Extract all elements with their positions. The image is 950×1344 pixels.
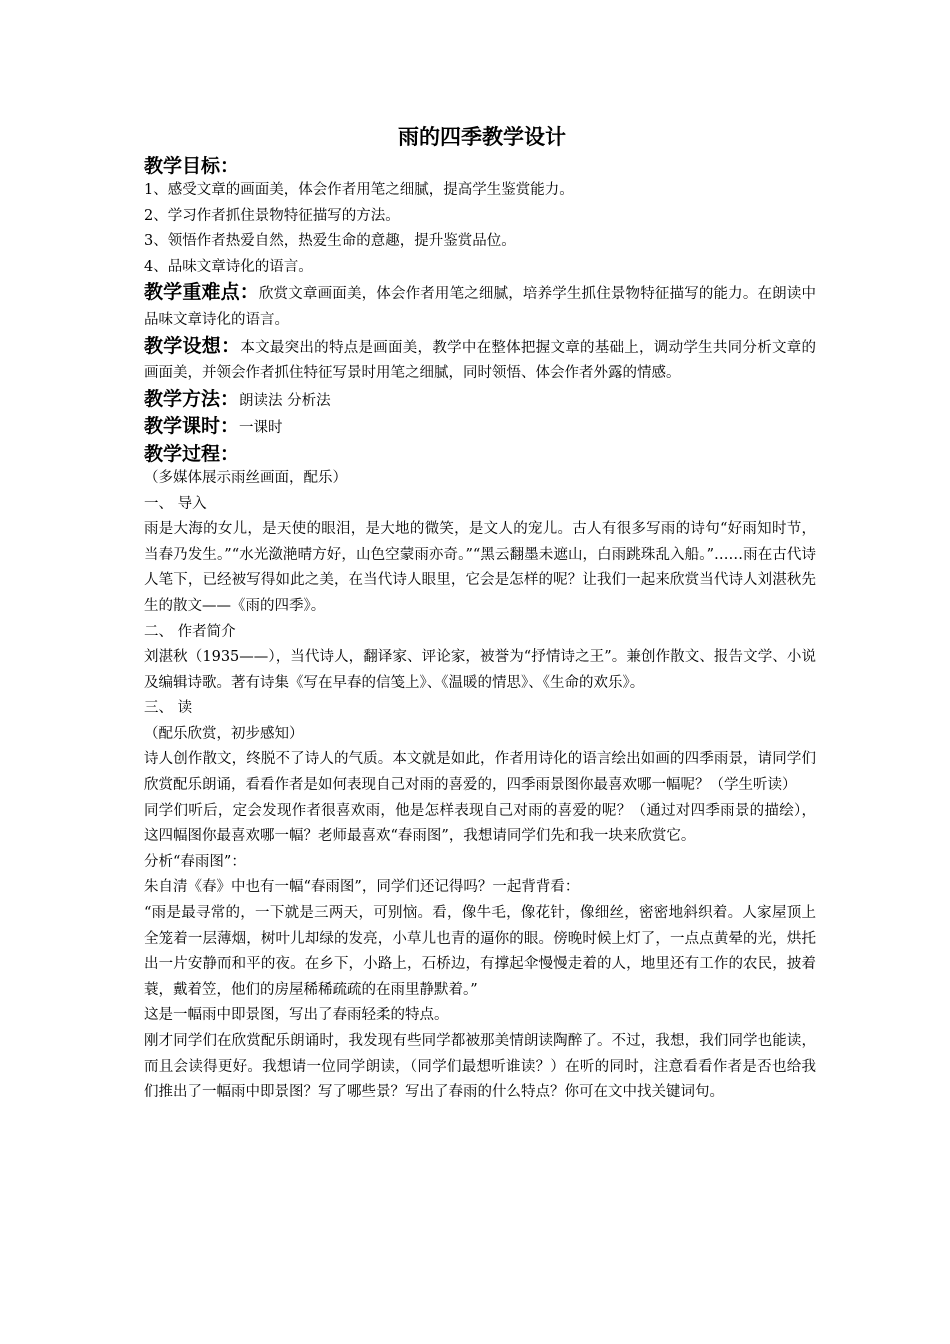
section-3-paragraph-1: 诗人创作散文，终脱不了诗人的气质。本文就是如此，作者用诗化的语言绘出如画的四季雨景，请同学们欣赏配乐朗诵，看看作者是如何表现自己对雨的喜爱的，四季雨景图你最喜欢哪一幅呢？（学生听读）: [144, 751, 816, 794]
concept-text: 本文最突出的特点是画面美，教学中在整体把握文章的基础上，调动学生共同分析文章的画面美，并领会作者抓住特征写景时用笔之细腻，同时领悟、体会作者外露的情感。: [144, 339, 816, 382]
section-1-heading: 一、 导入: [144, 495, 207, 512]
section-2-text: 刘湛秋（1935——），当代诗人，翻译家、评论家，被誉为“抒情诗之王”。兼创作散文、报告文学、小说及编辑诗歌。著有诗集《写在早春的信笺上》、《温暖的情思》、《生命的欢乐》。: [144, 649, 816, 691]
concept-paragraph: [144, 334, 816, 387]
objective-item-1: 1、感受文章的画面美，体会作者用笔之细腻，提高学生鉴赏能力。: [144, 182, 574, 198]
section-1-text: 雨是大海的女儿，是天使的眼泪，是大地的微笑，是文人的宠儿。古人有很多写雨的诗句“好雨知时节，当春乃发生。”“水光潋滟晴方好，山色空蒙雨亦奇。”“黑云翻墨未遮山，白雨跳珠乱入船。”……雨在古代诗人笔下，已经被写得如此之美，在当代诗人眼里，它会是怎样的呢？让我们一起来欣赏当代诗人刘湛秋先生的散文——《雨的四季》。: [144, 521, 816, 614]
key-points-text: 欣赏文章画面美，体会作者用笔之细腻，培养学生抓住景物特征描写的能力。在朗读中品味文章诗化的语言。: [144, 286, 816, 328]
process-heading: 教学过程：: [144, 442, 240, 465]
document-page: [144, 120, 816, 1106]
analysis-heading: 分析“春雨图”：: [144, 853, 246, 870]
method-text: 朗读法 分析法: [239, 392, 331, 409]
section-3-note: （配乐欣赏，初步感知）: [144, 725, 304, 742]
concept-heading: 教学设想：: [144, 334, 241, 357]
section-3-paragraph-2: 同学们听后，定会发现作者很喜欢雨，他是怎样表现自己对雨的喜爱的呢？（通过对四季雨景的描绘），这四幅图你最喜欢哪一幅？老师最喜欢“春雨图”，我想请同学们先和我一块来欣赏它。: [144, 802, 816, 845]
objective-item-2: 2、学习作者抓住景物特征描写的方法。: [144, 207, 400, 224]
quote-paragraph: “雨是最寻常的，一下就是三两天，可别恼。看，像牛毛，像花针，像细丝，密密地斜织着。人家屋顶上全笼着一层薄烟，树叶儿却绿的发亮，小草儿也青的逼你的眼。傍晚时候上灯了，一点点黄晕的光，烘托出一片安静而和平的夜。在乡下，小路上，石桥边，有撑起伞慢慢走着的人，地里还有工作的农民，披着蓑，戴着笠，他们的房屋稀稀疏疏的在雨里静默着。”: [144, 905, 816, 998]
document-title: 雨的四季教学设计: [398, 124, 566, 149]
method-paragraph: [144, 387, 816, 415]
method-heading: 教学方法：: [144, 387, 240, 410]
summary-paragraph: 这是一幅雨中即景图，写出了春雨轻柔的特点。: [144, 1007, 449, 1024]
key-points-heading: 教学重难点：: [144, 281, 259, 304]
hours-text: 一课时: [239, 420, 283, 437]
analysis-intro: 朱自清《春》中也有一幅“春雨图”，同学们还记得吗？一起背背看：: [144, 879, 580, 896]
section-3-heading: 三、 读: [144, 700, 193, 717]
process-note: （多媒体展示雨丝画面，配乐）: [144, 469, 347, 486]
hours-heading: 教学课时：: [144, 415, 240, 438]
key-points-paragraph: [144, 280, 816, 333]
final-paragraph: 刚才同学们在欣赏配乐朗诵时，我发现有些同学都被那美情朗读陶醉了。不过，我想，我们同学也能读，而且会读得更好。我想请一位同学朗读，（同学们最想听谁读？）在听的同时，注意看看作者是否也给我们推出了一幅雨中即景图？写了哪些景？写出了春雨的什么特点？你可在文中找关键词句。: [144, 1033, 816, 1101]
objective-item-3: 3、领悟作者热爱自然，热爱生命的意趣，提升鉴赏品位。: [144, 233, 516, 250]
hours-paragraph: [144, 414, 816, 442]
objective-item-4: 4、品味文章诗化的语言。: [144, 258, 313, 275]
section-2-heading: 二、 作者简介: [144, 623, 236, 640]
objectives-heading: 教学目标：: [144, 155, 240, 177]
